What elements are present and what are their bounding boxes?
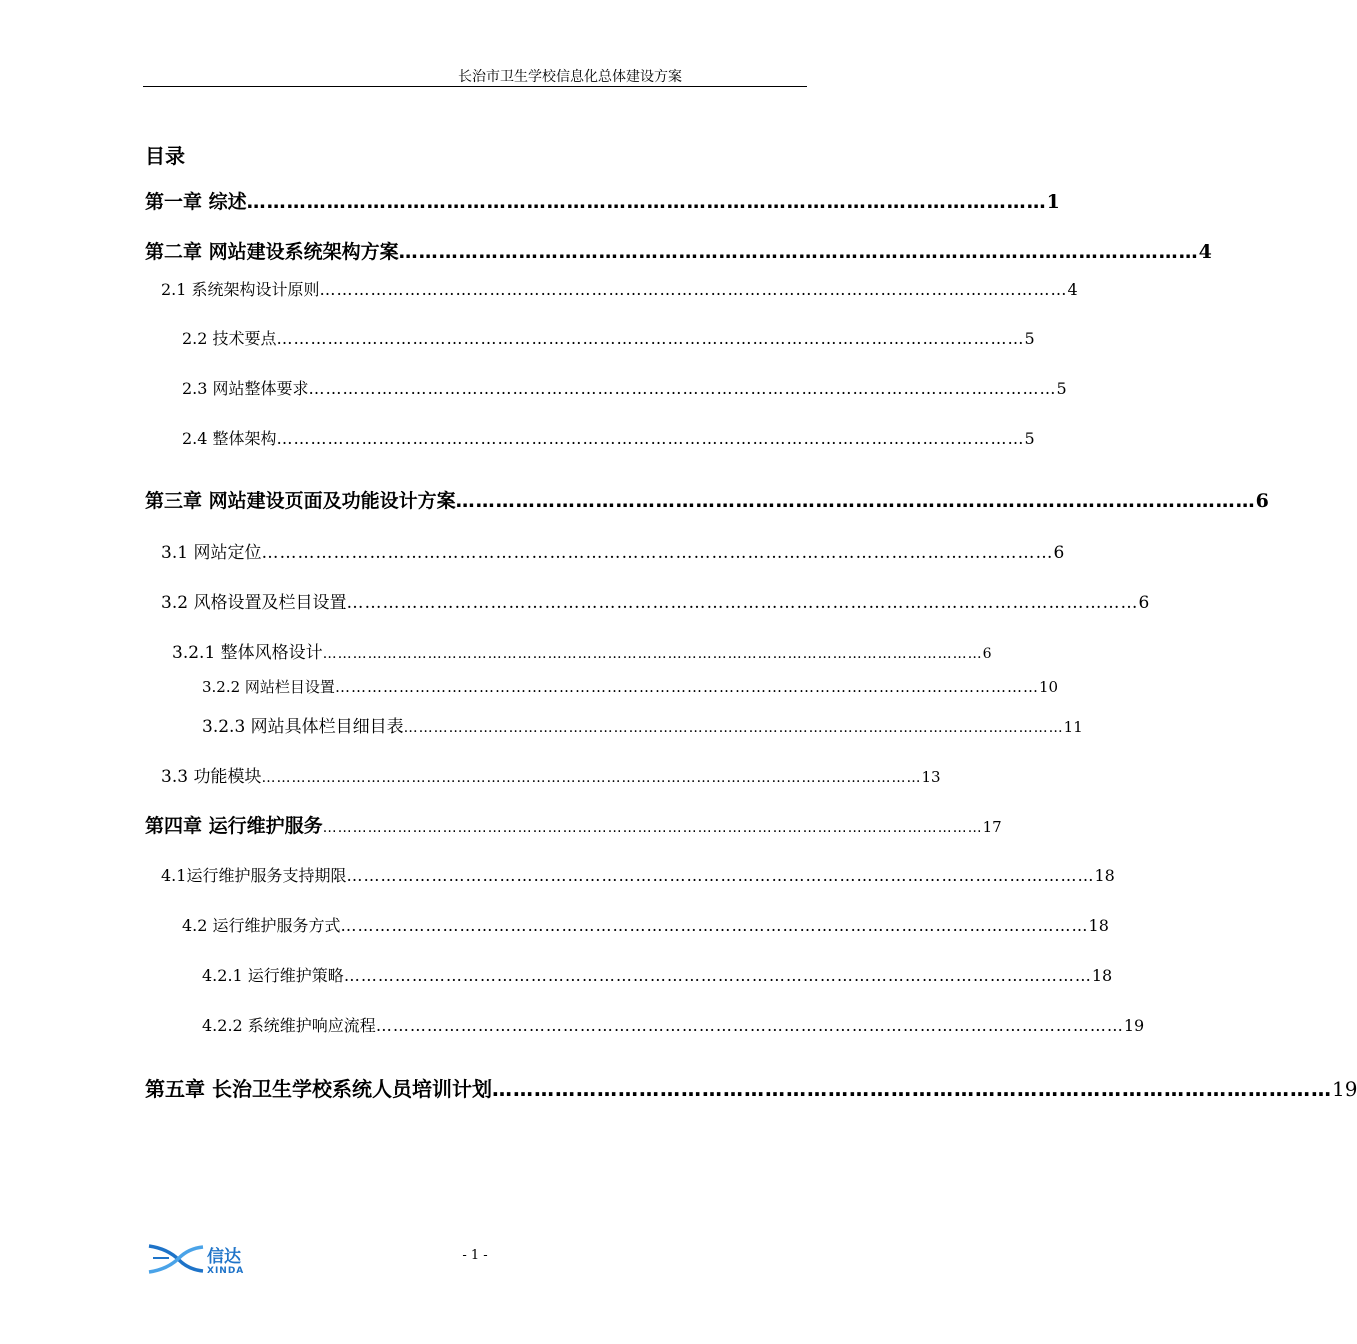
toc-entry-chapter-4[interactable] — [145, 811, 1002, 838]
toc-leader: …………………………………………………………………………………………………………………… — [322, 820, 983, 836]
toc-entry-3-3[interactable] — [161, 762, 941, 787]
toc-entry-2-4[interactable] — [182, 426, 1035, 449]
toc-entry-page: 18 — [1094, 866, 1115, 885]
toc-leader: …………………………………………………………………………………………………………………… — [346, 866, 1095, 885]
toc-leader: ………………………………………………………………………………………………………… — [398, 241, 1199, 263]
toc-entry-3-2-1[interactable] — [172, 638, 992, 663]
toc-entry-2-1[interactable] — [161, 277, 1078, 300]
page-number: - 1 - — [462, 1248, 488, 1263]
toc-entry-page: 19 — [1331, 1077, 1357, 1101]
toc-entry-page: 11 — [1063, 718, 1083, 736]
toc-entry-chapter-3[interactable] — [145, 486, 1269, 513]
toc-entry-page: 5 — [1024, 429, 1035, 448]
toc-entry-2-3[interactable] — [182, 376, 1067, 399]
toc-entry-4-2-1[interactable] — [202, 963, 1113, 986]
toc-leader: …………………………………………………………………………………………………………………… — [276, 329, 1025, 348]
toc-entry-page: 17 — [982, 818, 1002, 836]
toc-entry-page: 18 — [1088, 916, 1109, 935]
toc-entry-4-2-2[interactable] — [202, 1013, 1145, 1036]
toc-entry-label: 4.1运行维护服务支持期限 — [161, 866, 347, 885]
toc-leader: …………………………………………………………………………………………………………………… — [346, 593, 1139, 613]
xinda-logo — [145, 1238, 265, 1282]
toc-entry-label: 3.2 风格设置及栏目设置 — [161, 593, 347, 613]
toc-entry-page: 13 — [921, 768, 941, 786]
toc-entry-chapter-1[interactable] — [145, 187, 1060, 214]
toc-entry-label: 第五章 长治卫生学校系统人员培训计划 — [145, 1077, 492, 1101]
toc-entry-label: 4.2.2 系统维护响应流程 — [202, 1016, 376, 1035]
toc-entry-label: 4.2 运行维护服务方式 — [182, 916, 341, 935]
toc-entry-label: 2.4 整体架构 — [182, 429, 277, 448]
toc-leader: …………………………………………………………………………………………………………………… — [334, 678, 1039, 696]
toc-entry-page: 18 — [1091, 966, 1113, 985]
xinda-logo-mark-icon — [145, 1238, 205, 1278]
logo-text-cn: 信达 — [207, 1247, 241, 1267]
toc-entry-3-2-3[interactable] — [202, 712, 1083, 737]
toc-entry-page: 5 — [1024, 329, 1035, 348]
toc-leader: …………………………………………………………………………………………………………………… — [322, 646, 983, 662]
toc-entry-label: 第二章 网站建设系统架构方案 — [145, 241, 399, 263]
toc-entry-3-1[interactable] — [161, 538, 1065, 563]
toc-leader: …………………………………………………………………………………………………………………… — [276, 429, 1025, 448]
toc-leader: …………………………………………………………………………………………………………………… — [261, 770, 922, 786]
toc-leader: ………………………………………………………………………………………………………… — [246, 191, 1047, 213]
toc-entry-2-2[interactable] — [182, 326, 1035, 349]
toc-entry-page: 4 — [1067, 280, 1078, 299]
toc-entry-label: 第一章 综述 — [145, 191, 247, 213]
toc-leader: …………………………………………………………………………………………………………………… — [375, 1016, 1124, 1035]
toc-leader: …………………………………………………………………………………………………………………… — [319, 280, 1068, 299]
toc-entry-label: 3.2.2 网站栏目设置 — [202, 678, 335, 696]
header-rule — [143, 86, 807, 87]
toc-heading: 目录 — [145, 144, 185, 168]
toc-entry-3-2[interactable] — [161, 588, 1150, 613]
toc-entry-page: 6 — [1255, 490, 1269, 512]
toc-leader: …………………………………………………………………………………………………………………… — [308, 379, 1057, 398]
toc-leader: …………………………………………………………………………………………………………………… — [343, 966, 1092, 985]
toc-entry-label: 第三章 网站建设页面及功能设计方案 — [145, 490, 456, 512]
toc-leader: …………………………………………………………………………………………………………………… — [340, 916, 1089, 935]
toc-entry-chapter-2[interactable] — [145, 237, 1212, 264]
header-title: 长治市卫生学校信息化总体建设方案 — [458, 69, 682, 85]
toc-entry-chapter-5[interactable] — [145, 1073, 1357, 1102]
toc-entry-page: 10 — [1038, 678, 1059, 696]
toc-entry-label: 2.3 网站整体要求 — [182, 379, 309, 398]
toc-leader: …………………………………………………………………………………………………………………… — [403, 720, 1064, 736]
logo-text-en: XINDA — [207, 1266, 245, 1276]
toc-entry-4-1[interactable] — [161, 863, 1115, 886]
toc-entry-page: 19 — [1123, 1016, 1145, 1035]
toc-entry-page: 4 — [1198, 241, 1212, 263]
toc-leader: ………………………………………………………………………………………………………… — [491, 1077, 1332, 1101]
toc-entry-label: 2.2 技术要点 — [182, 329, 277, 348]
toc-entry-label: 3.3 功能模块 — [161, 767, 262, 787]
toc-entry-label: 3.1 网站定位 — [161, 543, 262, 563]
toc-entry-label: 第四章 运行维护服务 — [145, 815, 323, 837]
toc-entry-page: 6 — [1053, 543, 1065, 563]
toc-entry-label: 4.2.1 运行维护策略 — [202, 966, 344, 985]
toc-entry-page: 5 — [1056, 379, 1067, 398]
toc-entry-label: 3.2.1 整体风格设计 — [172, 643, 323, 663]
toc-entry-3-2-2[interactable] — [202, 676, 1059, 697]
toc-leader: ………………………………………………………………………………………………………… — [455, 490, 1256, 512]
toc-entry-label: 2.1 系统架构设计原则 — [161, 280, 320, 299]
toc-leader: …………………………………………………………………………………………………………………… — [261, 543, 1054, 563]
toc-entry-page: 6 — [1138, 593, 1150, 613]
toc-entry-label: 3.2.3 网站具体栏目细目表 — [202, 717, 404, 737]
toc-entry-page: 1 — [1046, 191, 1060, 213]
toc-entry-page: 6 — [982, 646, 992, 662]
toc-entry-4-2[interactable] — [182, 913, 1109, 936]
